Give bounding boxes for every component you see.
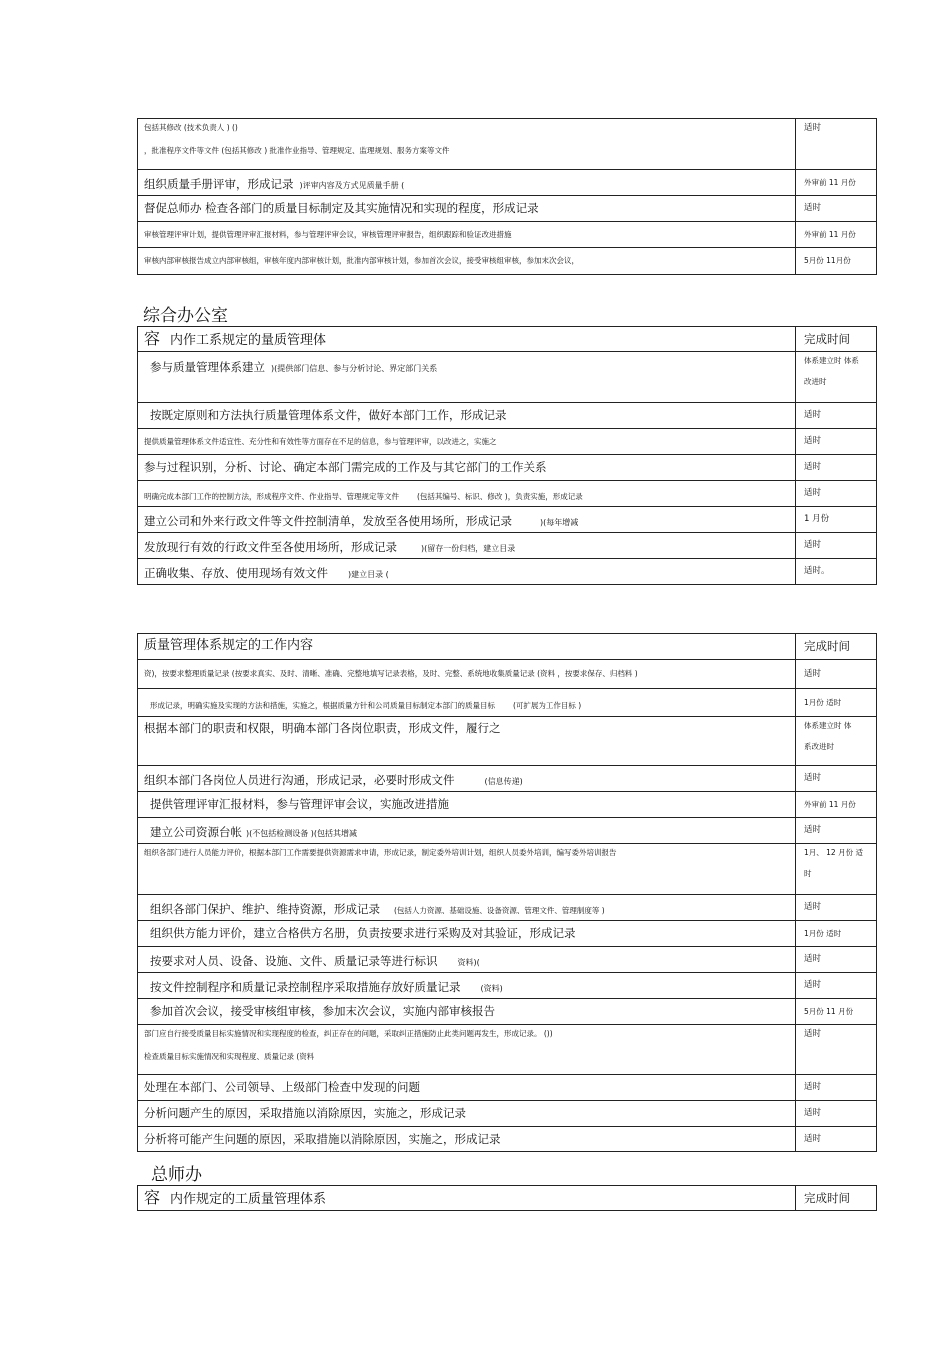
table-header-row xyxy=(138,1186,877,1211)
table-cell-time xyxy=(796,844,877,895)
table-row xyxy=(138,844,877,895)
table-row xyxy=(138,1101,877,1127)
table-row xyxy=(138,352,877,403)
table-row xyxy=(138,196,877,222)
table-cell-time: 适时 xyxy=(796,196,877,222)
row-note: 资料)( xyxy=(457,957,480,967)
row-note: )(每年增减 xyxy=(540,517,579,527)
table-cell-content: 参与过程识别，分析、讨论、确定本部门需完成的工作及与其它部门的工作关系 xyxy=(138,455,796,481)
time-line: 体系建立时 体 xyxy=(804,721,852,730)
row-text: 组织质量手册评审，形成记录 xyxy=(144,176,294,191)
table-header-time: 完成时间 xyxy=(796,634,877,660)
table-cell-content: 分析将可能产生问题的原因，采取措施以消除原因，实施之，形成记录 xyxy=(138,1127,796,1152)
row-note: )(提供部门信息、参与分析讨论、界定部门关系 xyxy=(271,364,438,373)
table-row xyxy=(138,481,877,507)
table-cell-time: 适时 xyxy=(796,973,877,999)
table-cell-content xyxy=(138,689,796,717)
table-header-content: 质量管理体系规定的工作内容 xyxy=(138,634,796,660)
table-cell-time: 适时 xyxy=(796,481,877,507)
table-cell-time: 外审前 11 月份 xyxy=(796,222,877,248)
table-cell-time: 外审前 11 月份 xyxy=(796,792,877,818)
table-cell-content xyxy=(138,895,796,921)
table-cell-content xyxy=(138,533,796,559)
table-row xyxy=(138,248,877,275)
table-cell-content xyxy=(138,481,796,507)
table-row xyxy=(138,559,877,585)
table-cell-content: 根据本部门的职责和权限，明确本部门各岗位职责，形成文件，履行之 xyxy=(138,717,796,766)
cell-line: 包括其修改 (技术负责人 ) () xyxy=(144,123,238,132)
table-cell-content xyxy=(138,947,796,973)
table-cell-content: 处理在本部门、公司领导、上级部门检查中发现的问题 xyxy=(138,1075,796,1101)
table-cell-content: 审核管理评审计划，提供管理评审汇报材料，参与管理评审会议，审核管理评审报告，组织跟踪和验证改进措施 xyxy=(138,222,796,248)
row-note: (包括人力资源、基础设施、设备资源、管理文件、管理制度等 ) xyxy=(394,905,605,915)
table-cell-time: 适时 xyxy=(796,403,877,429)
table-general-office xyxy=(137,326,877,585)
table-cell-time: 1月份 适时 xyxy=(796,689,877,717)
table-row xyxy=(138,921,877,947)
row-text: 发放现行有效的行政文件至各使用场所，形成记录 xyxy=(144,539,397,554)
table-cell-content: 组织各部门进行人员能力评价，根据本部门工作需要提供资源需求申请，形成记录，制定委外培训计划，组织人员委外培训，编写委外培训报告 xyxy=(138,844,796,895)
header-glyph: 容 xyxy=(144,328,161,348)
table-cell-content: 参加首次会议，接受审核组审核，参加末次会议，实施内部审核报告 xyxy=(138,999,796,1025)
table-cell-content xyxy=(138,559,796,585)
table-cell-content: 资)，按要求整理质量记录 (按要求真实、及时、清晰、准确、完整地填写记录表格，及时、完整、系统地收集质量记录 (资料 ，按要求保存、归档料 ) xyxy=(138,660,796,689)
table-row xyxy=(138,660,877,689)
section-title-chief-engineer-office: 总师办 xyxy=(151,1165,202,1185)
row-note: (包括其编号、标识、修改 )，负责实施，形成记录 xyxy=(417,491,583,501)
table-cell-content: 审核内部审核报告成立内部审核组，审核年度内部审核计划，批准内部审核计划，参加首次会议，接受审核组审核，参加末次会议， xyxy=(138,248,796,275)
time-line: 1月、 12 月份 适 xyxy=(804,848,863,857)
table-row xyxy=(138,818,877,844)
header-text: 内作规定的工质量管理体系 xyxy=(170,1191,327,1207)
time-line: 体系建立时 体系 xyxy=(804,356,859,365)
row-note: (资料) xyxy=(480,983,503,993)
row-note: (可扩展为工作目标 ) xyxy=(513,700,582,710)
table-cell-content xyxy=(138,170,796,196)
table-cell-time: 外审前 11 月份 xyxy=(796,170,877,196)
cell-line: 部门应自行接受质量目标实施情况和实现程度的检查，纠正存在的问题，采取纠正措施防止此类问题再发生，形成记录。 ()) xyxy=(144,1029,553,1038)
table-row xyxy=(138,403,877,429)
table-cell-content: 提供管理评审汇报材料，参与管理评审会议，实施改进措施 xyxy=(138,792,796,818)
header-glyph: 容 xyxy=(144,1187,161,1207)
table-row xyxy=(138,717,877,766)
table-header-time: 完成时间 xyxy=(796,1186,877,1211)
row-note: )建立目录 ( xyxy=(348,569,389,579)
row-note: (信息传递) xyxy=(484,776,523,786)
table-cell-time: 1月份 适时 xyxy=(796,921,877,947)
time-line: 改进时 xyxy=(804,377,827,387)
table-cell-content xyxy=(138,973,796,999)
table-cell-content xyxy=(138,352,796,403)
table-cell-content xyxy=(138,119,796,170)
table-row xyxy=(138,507,877,533)
row-text: 按文件控制程序和质量记录控制程序采取措施存放好质量记录 xyxy=(150,979,461,994)
row-text: 组织本部门各岗位人员进行沟通，形成记录，必要时形成文件 xyxy=(144,772,455,787)
table-cell-time xyxy=(796,352,877,403)
table-cell-content: 组织供方能力评价，建立合格供方名册，负责按要求进行采购及对其验证，形成记录 xyxy=(138,921,796,947)
table-leadership-duties xyxy=(137,118,877,275)
table-row xyxy=(138,119,877,170)
table-cell-content: 按既定原则和方法执行质量管理体系文件，做好本部门工作，形成记录 xyxy=(138,403,796,429)
table-header-time: 完成时间 xyxy=(796,327,877,352)
table-header-content xyxy=(138,327,796,352)
table-row xyxy=(138,533,877,559)
row-note: )(留存一份归档，建立目录 xyxy=(421,543,516,553)
table-cell-content xyxy=(138,818,796,844)
table-header-content xyxy=(138,1186,796,1211)
table-cell-time: 适时 xyxy=(796,818,877,844)
table-header-row xyxy=(138,634,877,660)
table-chief-engineer-office xyxy=(137,1185,877,1211)
table-cell-time: 适时。 xyxy=(796,559,877,585)
row-text: 正确收集、存放、使用现场有效文件 xyxy=(144,565,328,580)
table-cell-time: 适时 xyxy=(796,1025,877,1075)
row-text: 按要求对人员、设备、设施、文件、质量记录等进行标识 xyxy=(150,953,438,968)
table-row xyxy=(138,999,877,1025)
row-text: 形成记录，明确实施及实现的方法和措施，实施之，根据质量方针和公司质量目标制定本部门的质量目标 xyxy=(150,700,495,710)
table-cell-time: 适时 xyxy=(796,895,877,921)
row-text: 组织各部门保护、维护、维持资源，形成记录 xyxy=(150,901,380,916)
time-line: 系改进时 xyxy=(804,742,834,752)
cell-line: 检查质量目标实施情况和实现程度、质量记录 (资料 xyxy=(144,1052,315,1062)
table-cell-content xyxy=(138,1025,796,1075)
table-row xyxy=(138,947,877,973)
table-cell-time: 适时 xyxy=(796,119,877,170)
table-cell-time: 5月份 11月份 xyxy=(796,248,877,275)
row-note: )评审内容及方式见质量手册 ( xyxy=(299,180,405,190)
table-department-duties xyxy=(137,633,877,1152)
table-cell-time: 适时 xyxy=(796,947,877,973)
table-cell-time: 适时 xyxy=(796,1127,877,1152)
table-row xyxy=(138,222,877,248)
row-text: 建立公司和外来行政文件等文件控制清单，发放至各使用场所，形成记录 xyxy=(144,513,512,528)
section-title-general-office: 综合办公室 xyxy=(143,306,228,326)
table-cell-time xyxy=(796,717,877,766)
table-cell-time: 适时 xyxy=(796,766,877,792)
table-cell-time: 适时 xyxy=(796,1101,877,1127)
table-row xyxy=(138,1075,877,1101)
table-cell-time: 5月份 11 月份 xyxy=(796,999,877,1025)
table-row xyxy=(138,895,877,921)
table-row xyxy=(138,170,877,196)
table-row xyxy=(138,1025,877,1075)
table-row xyxy=(138,766,877,792)
row-note: )(不包括检测设备 )(包括其增减 xyxy=(246,828,358,838)
table-header-row xyxy=(138,327,877,352)
table-cell-content xyxy=(138,507,796,533)
header-text: 内作工系规定的量质管理体 xyxy=(170,332,327,348)
table-cell-time: 适时 xyxy=(796,660,877,689)
table-cell-time: 1 月份 xyxy=(796,507,877,533)
row-text: 建立公司资源台帐 xyxy=(150,824,242,839)
time-line: 时 xyxy=(804,869,812,879)
table-cell-content: 分析问题产生的原因，采取措施以消除原因，实施之，形成记录 xyxy=(138,1101,796,1127)
table-row xyxy=(138,455,877,481)
table-cell-time: 适时 xyxy=(796,533,877,559)
row-text: 参与质量管理体系建立 xyxy=(150,360,265,374)
table-row xyxy=(138,1127,877,1152)
table-cell-time: 适时 xyxy=(796,429,877,455)
table-cell-content xyxy=(138,766,796,792)
table-row xyxy=(138,689,877,717)
table-cell-time: 适时 xyxy=(796,455,877,481)
table-row xyxy=(138,792,877,818)
row-text: 明确完成本部门工作的控制方法，形成程序文件、作业指导、管理规定等文件 xyxy=(144,491,399,501)
table-cell-time: 适时 xyxy=(796,1075,877,1101)
table-row xyxy=(138,973,877,999)
table-cell-content: 督促总师办 检查各部门的质量目标制定及其实施情况和实现的程度，形成记录 xyxy=(138,196,796,222)
table-cell-content: 提供质量管理体系文件适宜性、充分性和有效性等方面存在不足的信息，参与管理评审，以改进之，实施之 xyxy=(138,429,796,455)
cell-line: ，批准程序文件等文件 (包括其修改 ) 批准作业指导、管理规定、监理规划、服务方案等文件 xyxy=(144,146,450,156)
table-row xyxy=(138,429,877,455)
